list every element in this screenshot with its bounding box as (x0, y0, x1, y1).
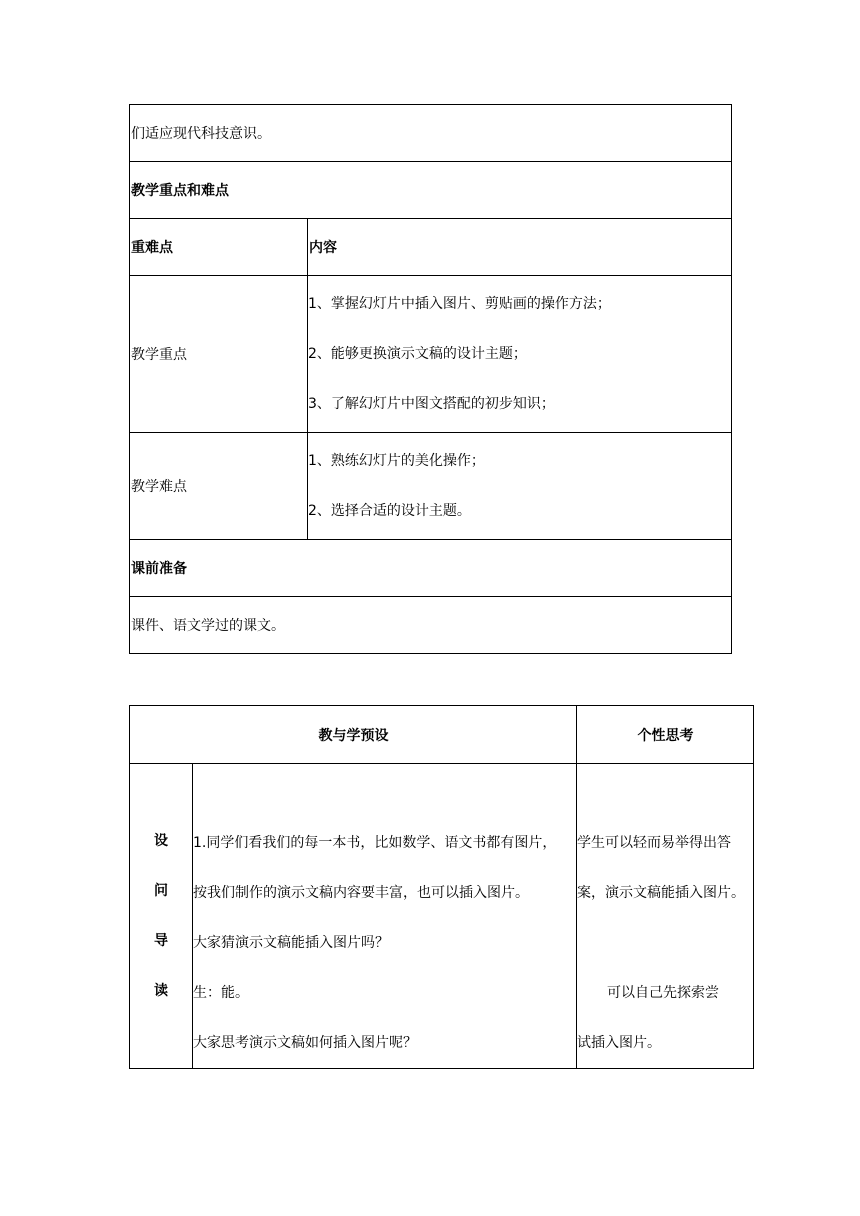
col-header-preset: 教与学预设 (130, 706, 577, 764)
thinking-line (577, 918, 753, 968)
thinking-line: 试插入图片。 (577, 1035, 661, 1051)
difficulty-item: 1、熟练幻灯片的美化操作； (308, 453, 485, 469)
focus-label: 教学重点 (130, 276, 308, 433)
prep-heading: 课前准备 (130, 540, 732, 597)
thinking-line: 案，演示文稿能插入图片。 (577, 885, 745, 901)
focus-item: 3、了解幻灯片中图文搭配的初步知识； (308, 396, 555, 412)
teaching-points-table (129, 104, 732, 654)
focus-content (308, 276, 732, 433)
preset-content (193, 764, 577, 1069)
difficulty-content (308, 433, 732, 540)
intro-text: 们适应现代科技意识。 (130, 105, 732, 162)
col-header-thinking: 个性思考 (577, 706, 754, 764)
prep-content: 课件、语文学过的课文。 (130, 597, 732, 654)
difficulty-item: 2、选择合适的设计主题。 (308, 503, 471, 519)
difficulty-label: 教学难点 (130, 433, 308, 540)
thinking-line: 学生可以轻而易举得出答 (577, 835, 731, 851)
col-header-point: 重难点 (130, 219, 308, 276)
preset-line: 1.同学们看我们的每一本书，比如数学、语文书都有图片， (193, 835, 557, 851)
thinking-line: 可以自己先探索尝 (607, 985, 719, 1001)
focus-item: 2、能够更换演示文稿的设计主题； (308, 346, 527, 362)
preset-line: 生：能。 (193, 985, 249, 1001)
section-char: 导 (154, 933, 168, 949)
col-header-content: 内容 (308, 219, 732, 276)
preset-line: 大家猜演示文稿能插入图片吗？ (193, 935, 389, 951)
thinking-content (577, 764, 754, 1069)
section-char: 问 (154, 883, 168, 899)
lesson-plan-table (129, 705, 754, 1069)
key-points-heading: 教学重点和难点 (130, 162, 732, 219)
preset-line: 大家思考演示文稿如何插入图片呢？ (193, 1035, 417, 1051)
section-char: 读 (154, 983, 168, 999)
section-char: 设 (154, 833, 168, 849)
section-label (130, 764, 193, 1069)
focus-item: 1、掌握幻灯片中插入图片、剪贴画的操作方法； (308, 296, 611, 312)
preset-line: 按我们制作的演示文稿内容要丰富，也可以插入图片。 (193, 885, 529, 901)
